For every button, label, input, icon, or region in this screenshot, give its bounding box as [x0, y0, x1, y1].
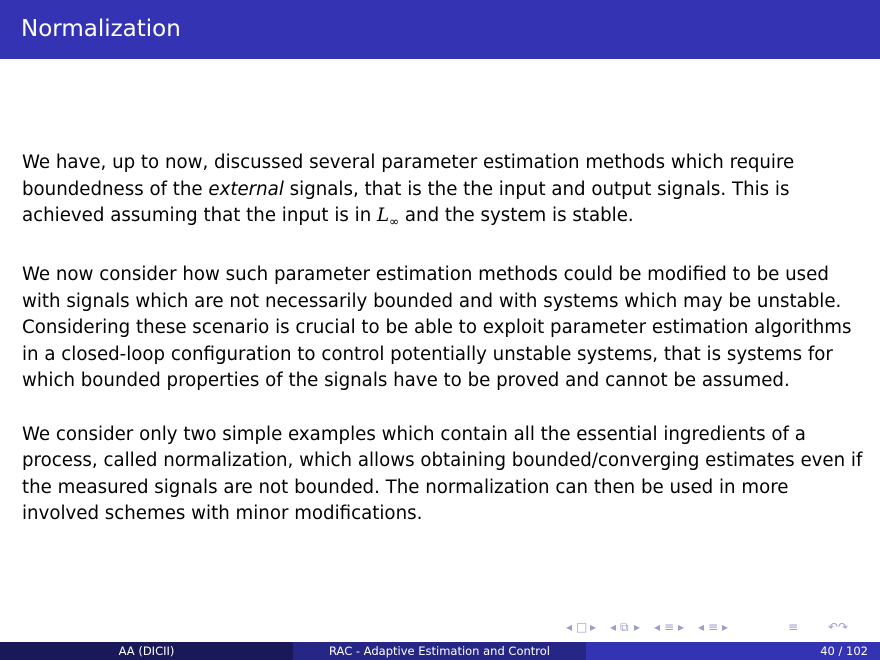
nav-prev-section-icon[interactable]: ◂ — [698, 620, 705, 634]
paragraph-1-text-a: We have, up to now, discussed several parameter estimation methods which require boundedness of the — [22, 152, 795, 200]
footer-page-segment — [586, 642, 880, 660]
nav-toc-icon[interactable]: ≡ — [788, 620, 799, 634]
math-infinity-subscript: ∞ — [389, 214, 400, 229]
nav-next-section-icon[interactable]: ▸ — [722, 620, 729, 634]
nav-slide-icon[interactable]: □ — [576, 620, 588, 634]
slide-title-bar — [0, 0, 880, 59]
paragraph-1 — [22, 150, 867, 235]
beamer-navigation — [566, 620, 866, 638]
nav-next-subsection-icon[interactable]: ▸ — [678, 620, 685, 634]
nav-next-slide-icon[interactable]: ▸ — [590, 620, 597, 634]
nav-prev-frame-icon[interactable]: ◂ — [610, 620, 617, 634]
slide-footer — [0, 642, 880, 660]
slide-title: Normalization — [21, 16, 181, 42]
math-l: L — [377, 205, 390, 227]
math-l-infinity — [377, 205, 400, 229]
footer-course-title: RAC - Adaptive Estimation and Control — [293, 642, 586, 660]
paragraph-3: We consider only two simple examples which contain all the essential ingredients of a process, called normalization, which allows obtaining bounded/converging estimates even if the measured signals are not bounded. The normalization can then be used in more involved schemes with minor modifications. — [22, 423, 863, 525]
footer-author: AA (DICII) — [0, 642, 293, 660]
nav-search-icon[interactable]: ↶↷ — [828, 620, 849, 634]
paragraph-1-text-c: and the system is stable. — [399, 205, 634, 227]
footer-page-number: 40 / 102 — [820, 644, 868, 658]
nav-subsection-icon[interactable]: ≡ — [664, 620, 675, 634]
paragraph-1-text-b: signals, that is the the input and output signals. This is achieved assuming that the input is in — [22, 178, 790, 227]
nav-prev-subsection-icon[interactable]: ◂ — [654, 620, 661, 634]
nav-next-frame-icon[interactable]: ▸ — [634, 620, 641, 634]
nav-section-icon[interactable]: ≡ — [708, 620, 719, 634]
slide-body — [22, 150, 867, 555]
nav-frame-icon[interactable]: ⧉ — [620, 620, 629, 634]
nav-prev-slide-icon[interactable]: ◂ — [566, 620, 573, 634]
emphasis-external: external — [208, 178, 284, 200]
paragraph-2: We now consider how such parameter estimation methods could be modified to be used with signals which are not necessarily bounded and with systems which may be unstable. Considering these scenario is crucial to be able to exploit parameter estimation algorithms in a closed-loop configuration to control potentially unstable systems, that is systems for which bounded properties of the signals have to be proved and cannot be assumed. — [22, 264, 852, 392]
